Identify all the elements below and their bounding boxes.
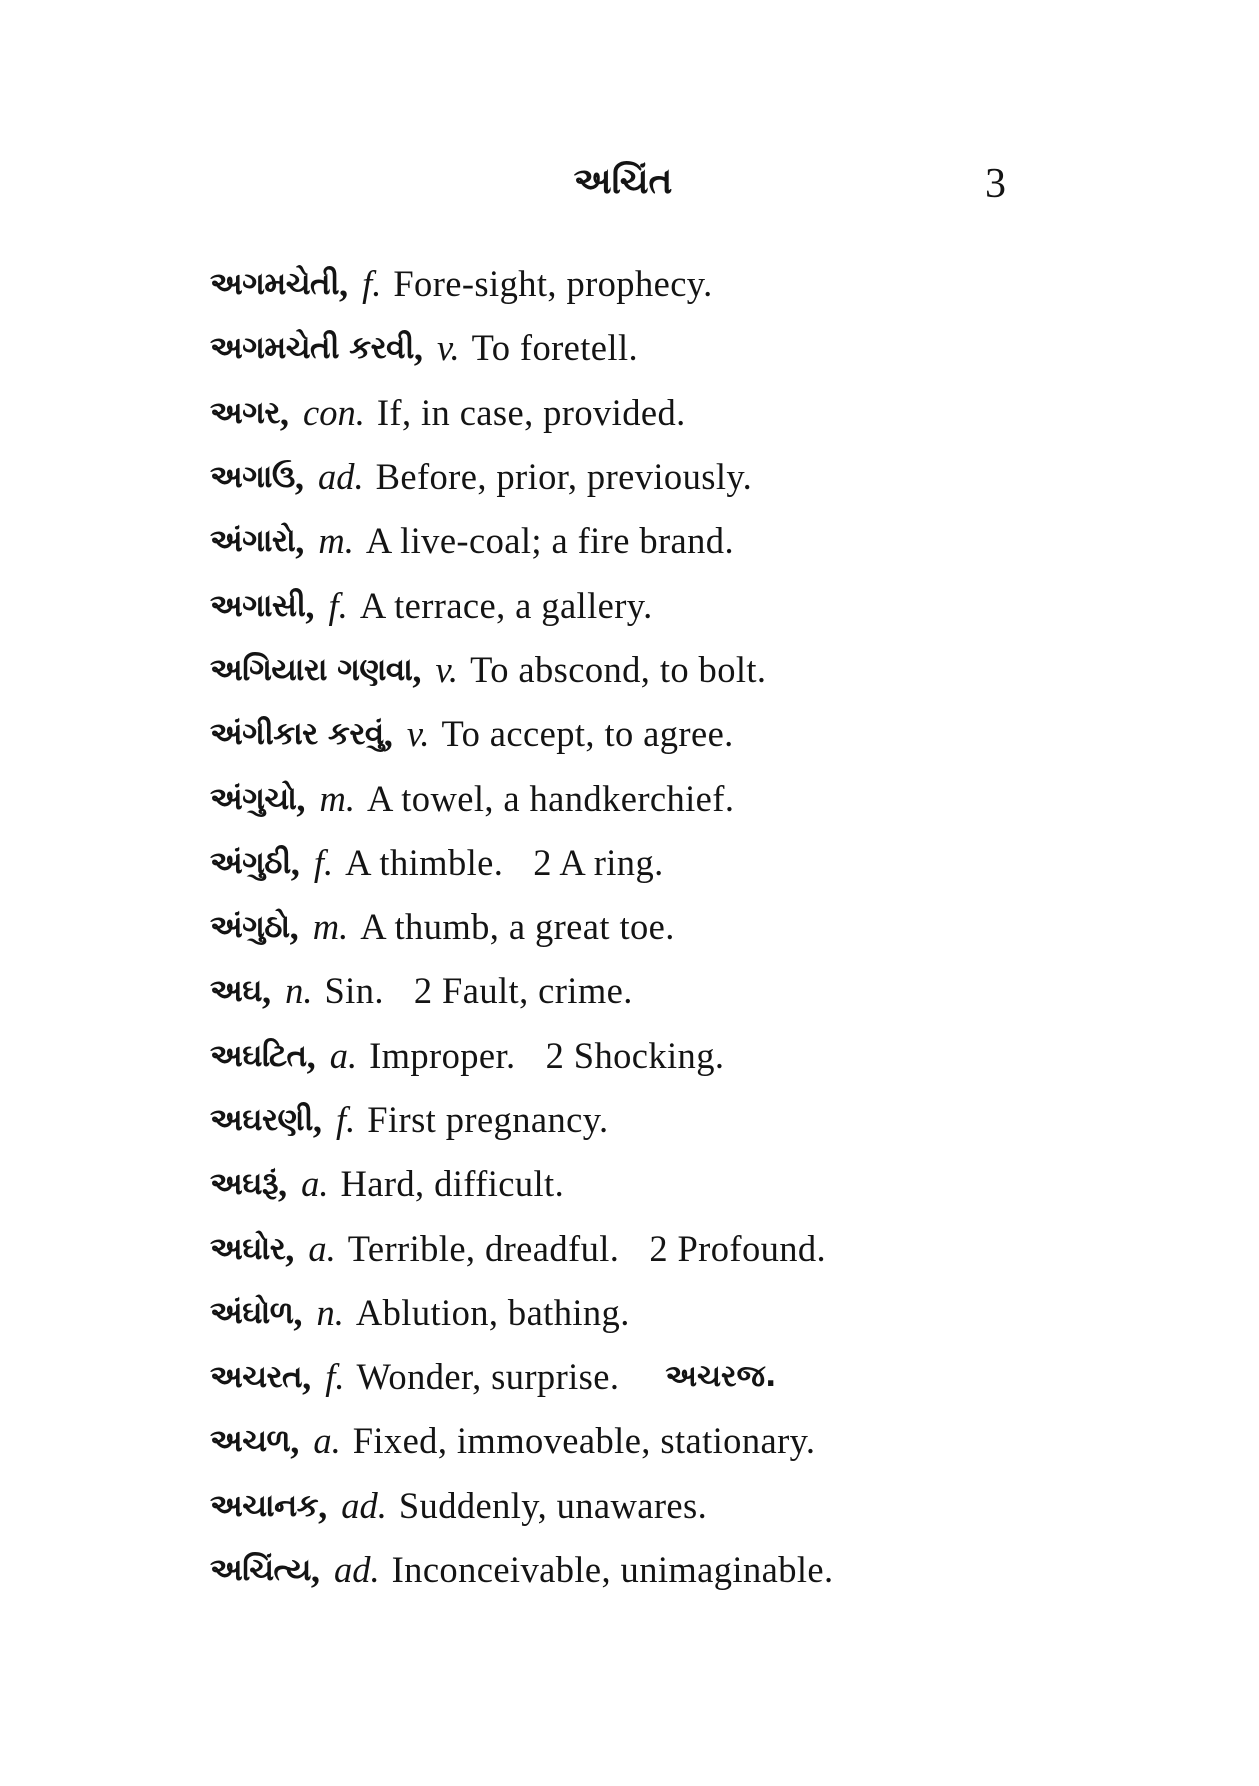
dictionary-entry: [210, 702, 1220, 766]
definition: To abscond, to bolt.: [470, 648, 767, 690]
part-of-speech: m.: [319, 777, 355, 819]
part-of-speech: v.: [406, 713, 430, 755]
headword: અચિંત્ય: [210, 1552, 311, 1589]
headword: અંગુઠી: [210, 844, 291, 881]
separator: ,: [305, 584, 315, 626]
headword: અઘટિત: [210, 1037, 307, 1074]
part-of-speech: a.: [301, 1163, 329, 1205]
part-of-speech: ad.: [341, 1484, 387, 1526]
separator: ,: [312, 1099, 322, 1140]
separator: ,: [289, 906, 299, 948]
separator: ,: [310, 1549, 320, 1591]
definition: A thumb, a great toe.: [360, 906, 675, 948]
dictionary-entry: [210, 1538, 1220, 1602]
headword: અઘરણી: [210, 1102, 313, 1138]
headword: અચરત: [210, 1359, 303, 1396]
separator: ,: [293, 1291, 303, 1333]
definition: Inconceivable, unimaginable.: [391, 1549, 834, 1591]
headword: અંગુઠો: [210, 909, 290, 946]
definition: Terrible, dreadful.: [347, 1227, 620, 1269]
second-sense: 2 Fault, crime.: [413, 970, 633, 1012]
definition: Hard, difficult.: [340, 1163, 565, 1205]
separator: ,: [277, 1163, 288, 1205]
dictionary-entry: [210, 445, 1220, 509]
dictionary-entry: [210, 831, 1220, 895]
second-sense: 2 A ring.: [533, 841, 664, 883]
part-of-speech: f.: [362, 263, 382, 305]
headword: અઘરૂં: [210, 1166, 278, 1203]
separator: ,: [413, 327, 423, 369]
dictionary-entry: [210, 959, 1220, 1023]
headword: અગમચેતી કરવી: [210, 330, 414, 367]
dictionary-entry: [210, 638, 1220, 702]
headword: અગાઉ: [210, 459, 295, 496]
headword: અચળ: [210, 1423, 291, 1460]
part-of-speech: a.: [308, 1227, 336, 1269]
definition: Improper.: [369, 1034, 516, 1076]
running-head: અચિંત: [573, 161, 673, 202]
entry-list: [210, 252, 1220, 1602]
part-of-speech: m.: [312, 906, 349, 948]
dictionary-entry: [210, 381, 1220, 445]
dictionary-entry: [210, 1281, 1220, 1345]
definition: Sin.: [324, 970, 384, 1012]
dictionary-entry: [210, 1088, 1220, 1152]
part-of-speech: con.: [303, 391, 365, 433]
definition: A thimble.: [345, 841, 504, 883]
headword: અંગુચો: [210, 780, 297, 817]
headword: અઘ: [210, 973, 262, 1010]
part-of-speech: f.: [325, 1356, 345, 1398]
separator: ,: [412, 648, 422, 690]
dictionary-entry: [210, 1152, 1220, 1216]
dictionary-entry: [210, 1345, 1220, 1409]
part-of-speech: m.: [318, 520, 354, 562]
separator: ,: [285, 1227, 295, 1269]
definition: If, in case, provided.: [376, 391, 686, 433]
dictionary-entry: [210, 895, 1220, 959]
headword: અગર: [210, 394, 280, 431]
separator: ,: [383, 713, 393, 755]
headword: અંગીકાર કરવું: [210, 716, 384, 753]
dictionary-entry: [210, 316, 1220, 380]
definition: To foretell.: [471, 327, 639, 369]
part-of-speech: n.: [285, 970, 313, 1012]
separator: ,: [261, 970, 272, 1012]
separator: ,: [294, 456, 304, 498]
part-of-speech: ad.: [333, 1549, 380, 1591]
definition: Wonder, surprise.: [356, 1356, 620, 1398]
separator: ,: [296, 777, 306, 819]
second-sense: 2 Profound.: [649, 1227, 827, 1269]
headword: અચાનક: [210, 1487, 319, 1524]
dictionary-entry: [210, 1409, 1220, 1473]
part-of-speech: a.: [329, 1034, 358, 1076]
separator: ,: [290, 841, 300, 883]
dictionary-entry: [210, 1216, 1220, 1280]
part-of-speech: f.: [336, 1099, 356, 1140]
separator: ,: [318, 1484, 328, 1526]
definition: A towel, a handkerchief.: [367, 777, 735, 819]
second-sense: 2 Shocking.: [545, 1034, 725, 1076]
definition: Ablution, bathing.: [355, 1291, 630, 1333]
definition: A live-coal; a fire brand.: [365, 520, 734, 562]
headword: અગિયારા ગણવા: [210, 651, 413, 688]
dictionary-entry: [210, 1024, 1220, 1088]
headword: અગાસી: [210, 587, 306, 624]
definition: A terrace, a gallery.: [359, 584, 653, 626]
definition: First pregnancy.: [367, 1099, 609, 1140]
separator: ,: [295, 520, 305, 562]
part-of-speech: v.: [435, 648, 459, 690]
page-number: 3: [985, 161, 1006, 207]
variant-form: અચરજ.: [665, 1359, 777, 1395]
headword: અંગારો: [210, 523, 296, 560]
part-of-speech: n.: [316, 1291, 344, 1333]
part-of-speech: f.: [313, 841, 334, 883]
dictionary-entry: [210, 509, 1220, 573]
headword: અંઘોળ: [210, 1294, 294, 1331]
separator: ,: [279, 391, 289, 433]
separator: ,: [338, 263, 349, 305]
definition: To accept, to agree.: [441, 713, 734, 755]
part-of-speech: ad.: [318, 456, 364, 498]
separator: ,: [302, 1356, 312, 1398]
definition: Before, prior, previously.: [375, 456, 753, 498]
separator: ,: [306, 1034, 316, 1076]
dictionary-entry: [210, 1474, 1220, 1538]
definition: Suddenly, unawares.: [398, 1484, 708, 1526]
dictionary-entry: [210, 252, 1220, 316]
definition: Fixed, immoveable, stationary.: [352, 1420, 816, 1462]
headword: અગમચેતી: [210, 266, 339, 303]
headword: અઘોર: [210, 1230, 286, 1267]
part-of-speech: f.: [328, 584, 348, 626]
dictionary-entry: [210, 573, 1220, 637]
part-of-speech: v.: [436, 327, 460, 369]
separator: ,: [290, 1420, 300, 1462]
definition: Fore-sight, prophecy.: [393, 263, 713, 305]
part-of-speech: a.: [313, 1420, 341, 1462]
dictionary-entry: [210, 766, 1220, 830]
